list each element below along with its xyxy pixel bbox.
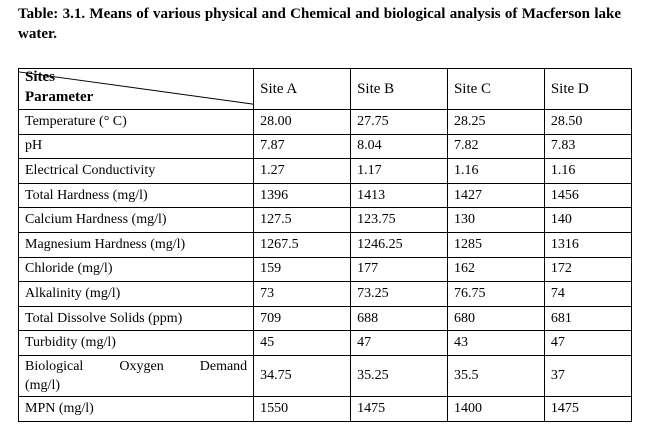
parameter-cell: pH [19,134,254,159]
table-row [19,355,632,396]
parameter-line-1: Biological Oxygen Demand [25,358,248,374]
table-row [19,257,632,282]
site-header-a: Site A [254,69,351,110]
value-cell: 1427 [447,183,544,208]
table-row [19,306,632,331]
value-cell: 1316 [544,232,631,257]
value-cell: 28.50 [544,110,631,135]
table-row [19,110,632,135]
value-cell: 1475 [351,396,448,421]
parameter-cell: Chloride (mg/l) [19,257,254,282]
site-header-c: Site C [447,69,544,110]
corner-parameter-label: Parameter [25,89,94,105]
value-cell: 1.16 [447,159,544,184]
table-row [19,282,632,307]
parameter-cell: Turbidity (mg/l) [19,331,254,356]
value-cell: 159 [254,257,351,282]
parameter-cell: Total Dissolve Solids (ppm) [19,306,254,331]
parameter-cell: Alkalinity (mg/l) [19,282,254,307]
value-cell: 45 [254,331,351,356]
value-cell: 1267.5 [254,232,351,257]
value-cell: 1396 [254,183,351,208]
value-cell: 34.75 [254,355,351,396]
value-cell: 43 [447,331,544,356]
value-cell: 27.75 [351,110,448,135]
caption-text: Means of various physical and Chemical and biological analysis of Macferson lake water. [18,6,621,42]
value-cell: 177 [351,257,448,282]
value-cell: 47 [351,331,448,356]
value-cell: 680 [447,306,544,331]
site-header-b: Site B [351,69,448,110]
parameter-cell: Total Hardness (mg/l) [19,183,254,208]
table-row [19,331,632,356]
parameter-cell: Magnesium Hardness (mg/l) [19,232,254,257]
value-cell: 1.16 [544,159,631,184]
value-cell: 35.25 [351,355,448,396]
value-cell: 1400 [447,396,544,421]
value-cell: 1413 [351,183,448,208]
water-analysis-table [18,68,632,422]
parameter-line-2: (mg/l) [25,377,60,393]
value-cell: 1475 [544,396,631,421]
parameter-cell: Electrical Conductivity [19,159,254,184]
parameter-cell [19,355,254,396]
corner-header-cell [19,69,254,110]
table-row [19,183,632,208]
table-row [19,396,632,421]
value-cell: 7.87 [254,134,351,159]
site-header-d: Site D [544,69,631,110]
value-cell: 76.75 [447,282,544,307]
value-cell: 140 [544,208,631,233]
value-cell: 28.00 [254,110,351,135]
value-cell: 1.17 [351,159,448,184]
value-cell: 28.25 [447,110,544,135]
corner-sites-label: Sites [25,69,55,85]
table-caption [18,4,621,44]
parameter-cell: Calcium Hardness (mg/l) [19,208,254,233]
value-cell: 130 [447,208,544,233]
value-cell: 1456 [544,183,631,208]
value-cell: 172 [544,257,631,282]
value-cell: 73 [254,282,351,307]
value-cell: 709 [254,306,351,331]
table-row [19,232,632,257]
value-cell: 8.04 [351,134,448,159]
caption-label: Table: 3.1. [18,6,86,22]
value-cell: 73.25 [351,282,448,307]
table-row [19,134,632,159]
parameter-cell: Temperature (° C) [19,110,254,135]
value-cell: 162 [447,257,544,282]
value-cell: 123.75 [351,208,448,233]
value-cell: 1550 [254,396,351,421]
value-cell: 127.5 [254,208,351,233]
parameter-cell: MPN (mg/l) [19,396,254,421]
value-cell: 37 [544,355,631,396]
value-cell: 681 [544,306,631,331]
value-cell: 35.5 [447,355,544,396]
value-cell: 7.83 [544,134,631,159]
table-row [19,208,632,233]
value-cell: 7.82 [447,134,544,159]
header-row [19,69,632,110]
value-cell: 1246.25 [351,232,448,257]
value-cell: 47 [544,331,631,356]
value-cell: 1285 [447,232,544,257]
table-row [19,159,632,184]
value-cell: 74 [544,282,631,307]
value-cell: 688 [351,306,448,331]
value-cell: 1.27 [254,159,351,184]
